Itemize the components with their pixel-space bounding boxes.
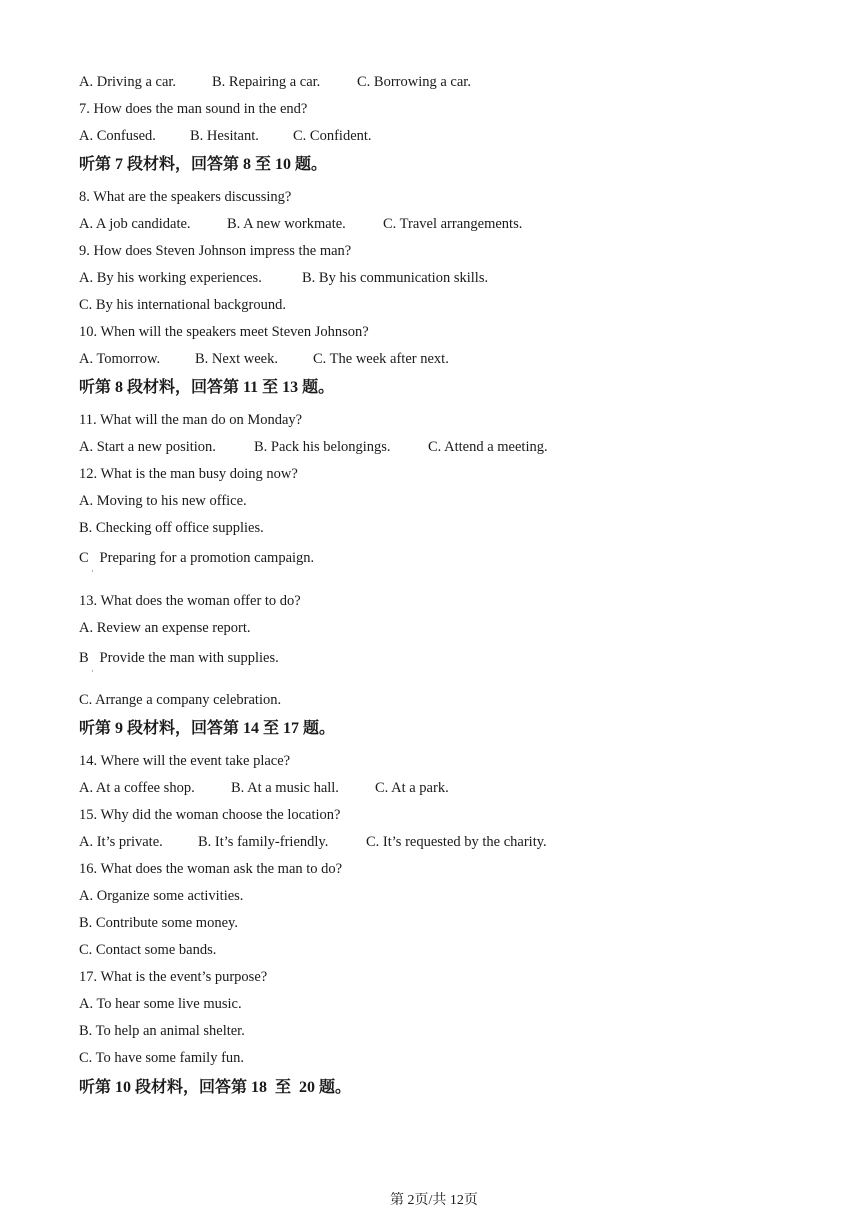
q17-option-c: C. To have some family fun. <box>79 1050 245 1066</box>
question-13: 13. What does the woman offer to do? <box>79 593 301 609</box>
q14-option-b: B. At a music hall. <box>231 780 339 796</box>
q16-option-c: C. Contact some bands. <box>79 942 217 958</box>
section-10-heading: 听第 10 段材料，回答第 18 至 20 题。 <box>79 1079 352 1096</box>
q17-option-b: B. To help an animal shelter. <box>79 1023 245 1039</box>
q10-option-b: B. Next week. <box>195 351 278 367</box>
question-12: 12. What is the man busy doing now? <box>79 466 298 482</box>
q12-option-c: C Preparing for a promotion campaign. <box>79 550 315 566</box>
q16-option-a: A. Organize some activities. <box>79 888 244 904</box>
q9-option-b: B. By his communication skills. <box>302 270 489 286</box>
question-8: 8. What are the speakers discussing? <box>79 189 292 205</box>
q6-option-b: B. Repairing a car. <box>212 74 321 90</box>
q11-option-a: A. Start a new position. <box>79 439 216 455</box>
q10-option-a: A. Tomorrow. <box>79 351 161 367</box>
q17-option-a: A. To hear some live music. <box>79 996 242 1012</box>
q13-option-a: A. Review an expense report. <box>79 620 251 636</box>
question-11: 11. What will the man do on Monday? <box>79 412 303 428</box>
q16-option-b: B. Contribute some money. <box>79 915 238 931</box>
question-15: 15. Why did the woman choose the location? <box>79 807 341 823</box>
q13-option-c: C. Arrange a company celebration. <box>79 692 282 708</box>
question-9: 9. How does Steven Johnson impress the man? <box>79 243 352 259</box>
q6-option-c: C. Borrowing a car. <box>357 74 471 90</box>
q6-option-a: A. Driving a car. <box>79 74 177 90</box>
q13-option-b: B Provide the man with supplies. <box>79 650 279 666</box>
q15-option-b: B. It’s family-friendly. <box>198 834 329 850</box>
q12-option-b: B. Checking off office supplies. <box>79 520 264 536</box>
q14-option-c: C. At a park. <box>375 780 449 796</box>
q8-option-b: B. A new workmate. <box>227 216 346 232</box>
q8-option-c: C. Travel arrangements. <box>383 216 523 232</box>
q11-option-b: B. Pack his belongings. <box>254 439 391 455</box>
q14-option-a: A. At a coffee shop. <box>79 780 195 796</box>
section-8-heading: 听第 8 段材料，回答第 11 至 13 题。 <box>79 379 335 396</box>
q8-option-a: A. A job candidate. <box>79 216 191 232</box>
q12-option-a: A. Moving to his new office. <box>79 493 247 509</box>
q7-option-c: C. Confident. <box>293 128 372 144</box>
question-16: 16. What does the woman ask the man to do? <box>79 861 343 877</box>
page-footer: 第 2页/共 12页 <box>390 1193 478 1208</box>
q15-option-a: A. It’s private. <box>79 834 163 850</box>
q15-option-c: C. It’s requested by the charity. <box>366 834 547 850</box>
question-10: 10. When will the speakers meet Steven Johnson? <box>79 324 369 340</box>
q9-option-a: A. By his working experiences. <box>79 270 262 286</box>
q11-option-c: C. Attend a meeting. <box>428 439 548 455</box>
q7-option-b: B. Hesitant. <box>190 128 259 144</box>
q9-option-c: C. By his international background. <box>79 297 286 313</box>
q10-option-c: C. The week after next. <box>313 351 449 367</box>
question-17: 17. What is the event’s purpose? <box>79 969 268 985</box>
stray-dot: · <box>91 666 94 676</box>
question-7: 7. How does the man sound in the end? <box>79 101 308 117</box>
section-7-heading: 听第 7 段材料，回答第 8 至 10 题。 <box>79 156 328 173</box>
stray-dot: · <box>91 566 94 576</box>
question-14: 14. Where will the event take place? <box>79 753 291 769</box>
section-9-heading: 听第 9 段材料，回答第 14 至 17 题。 <box>79 720 336 737</box>
q7-option-a: A. Confused. <box>79 128 156 144</box>
